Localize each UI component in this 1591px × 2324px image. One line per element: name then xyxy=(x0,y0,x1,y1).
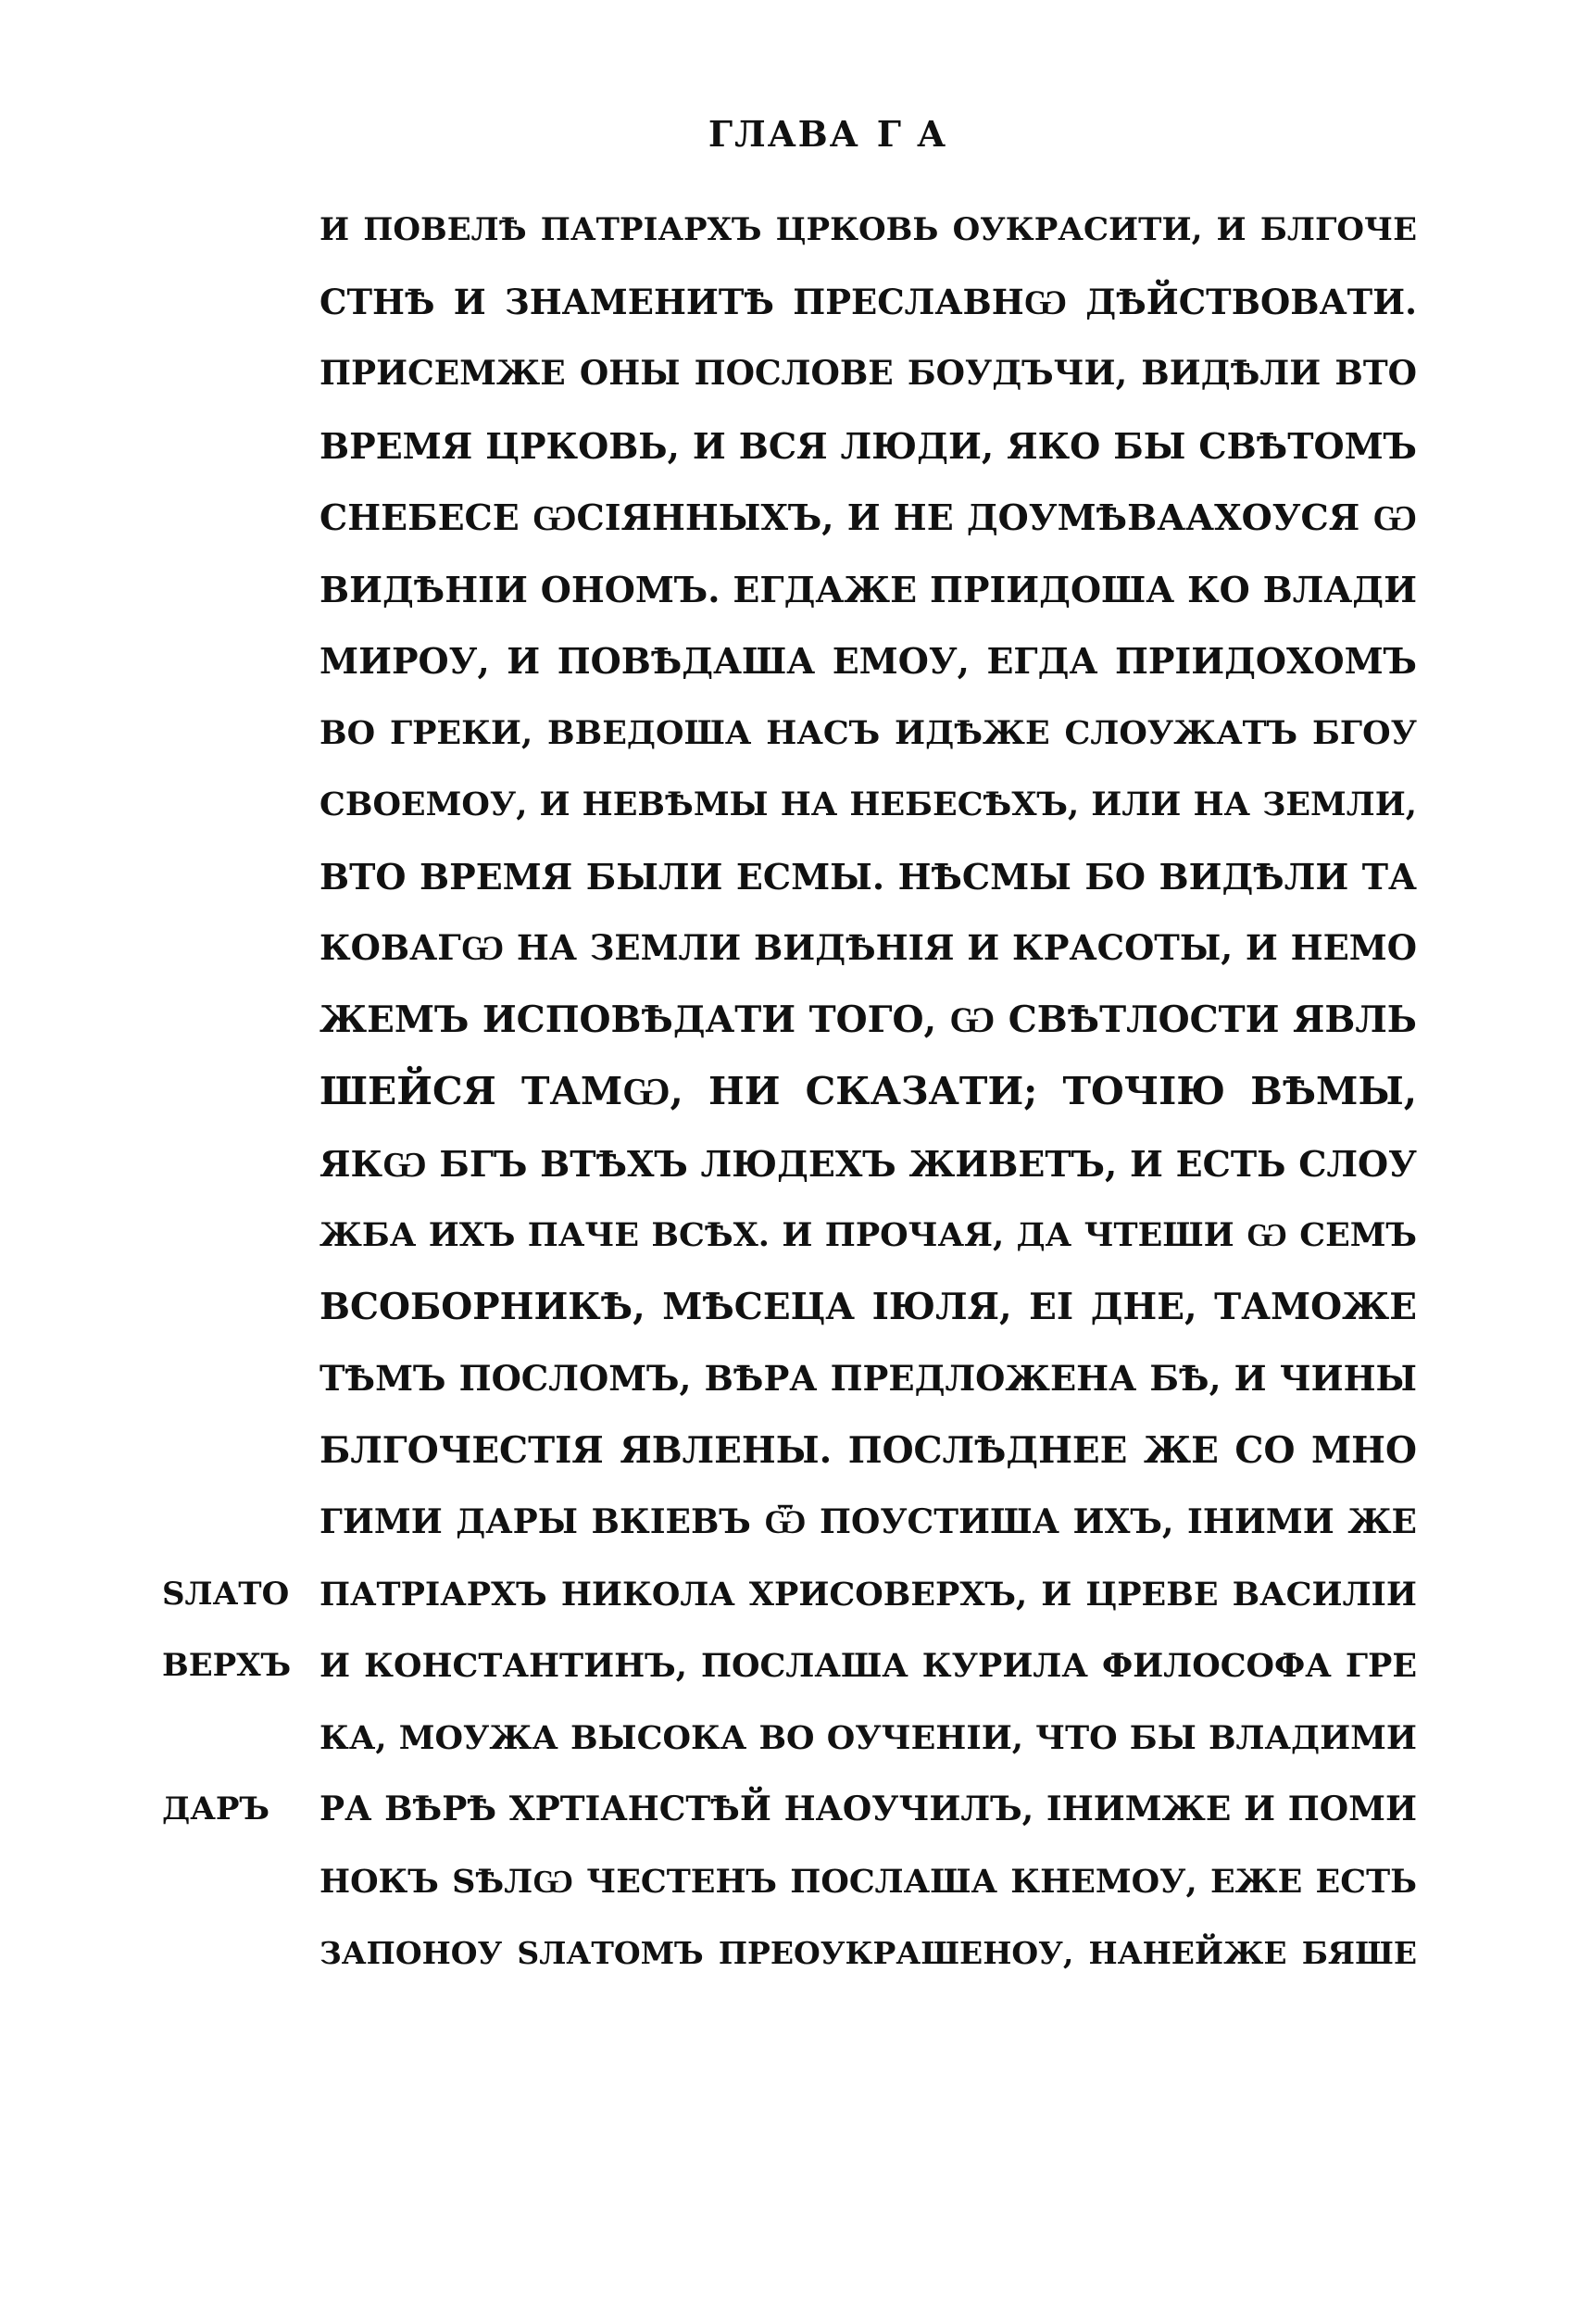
text-line: ШЕЙСЯ ТАМѠ, НИ СКАЗАТИ; ТОЧІЮ ВѢМЫ, xyxy=(319,1069,1417,1113)
text-line: И КОНСТАНТИНЪ, ПОСЛАША КУРИЛА ФИЛОСОФА ГРЕ xyxy=(319,1647,1417,1685)
text-line: ПРИСЕМЖЕ ОНЫ ПОСЛОВЕ БОУДЪЧИ, ВИДѢЛИ ВТО xyxy=(319,354,1417,393)
margin-note: ЅЛАТО xyxy=(162,1575,290,1613)
text-line: ЖБА ИХЪ ПАЧЕ ВСѢХ. И ПРОЧАЯ, ДА ЧТЕШИ Ѡ СЕМЪ xyxy=(319,1216,1417,1254)
text-line: ВСОБОРНИКѢ, МѢСЕЦА ІЮЛЯ, ЕІ ДНЕ, ТАМОЖЕ xyxy=(319,1285,1417,1328)
text-line: МИРОУ, И ПОВѢДАША ЕМОУ, ЕГДА ПРІИДОХОМЪ xyxy=(319,640,1417,682)
text-line: СНЕБЕСЕ ѠСІЯННЫХЪ, И НЕ ДОУМѢВААХОУСЯ Ѡ xyxy=(319,496,1417,538)
text-line: СТНѢ И ЗНАМЕНИТѢ ПРЕСЛАВНѠ ДѢЙСТВОВАТИ. xyxy=(319,281,1417,322)
text-line: ВРЕМЯ ЦРКОВЬ, И ВСЯ ЛЮДИ, ЯКО БЫ СВѢТОМЪ xyxy=(319,424,1417,467)
body-text xyxy=(319,195,1417,1990)
text-line: СВОЕМОУ, И НЕВѢМЫ НА НЕБЕСѢХЪ, ИЛИ НА ЗЕМЛИ, xyxy=(319,785,1417,823)
text-line: ГИМИ ДАРЫ ВКІЕВЪ Ѿ ПОУСТИША ИХЪ, ІНИМИ ЖЕ xyxy=(319,1502,1417,1541)
text-line: ВО ГРЕКИ, ВВЕДОША НАСЪ ИДѢЖЕ СЛОУЖАТЪ БГОУ xyxy=(319,713,1417,752)
chapter-header xyxy=(0,113,1591,155)
text-line: НОКЪ ЅѢЛѠ ЧЕСТЕНЪ ПОСЛАША КНЕМОУ, ЕЖЕ ЕСТЬ xyxy=(319,1862,1417,1901)
chapter-number: Г А xyxy=(876,113,948,155)
text-line: БЛГОЧЕСТІЯ ЯВЛЕНЫ. ПОСЛѢДНЕЕ ЖЕ СО МНО xyxy=(319,1428,1417,1472)
text-line: РА ВѢРѢ ХРТІАНСТѢЙ НАОУЧИЛЪ, ІНИМЖЕ И ПОМИ xyxy=(319,1790,1417,1828)
text-line: ЖЕМЪ ИСПОВѢДАТИ ТОГО, Ѡ СВѢТЛОСТИ ЯВЛЬ xyxy=(319,998,1417,1041)
text-line: ТѢМЪ ПОСЛОМЪ, ВѢРА ПРЕДЛОЖЕНА БѢ, И ЧИНЫ xyxy=(319,1358,1417,1399)
text-line: ВТО ВРЕМЯ БЫЛИ ЕСМЫ. НѢСМЫ БО ВИДѢЛИ ТА xyxy=(319,855,1417,898)
text-line: И ПОВЕЛѢ ПАТРІАРХЪ ЦРКОВЬ ОУКРАСИТИ, И БЛГОЧЕ xyxy=(319,211,1417,248)
text-line: ЗАПОНОУ ЅЛАТОМЪ ПРЕОУКРАШЕНОУ, НАНЕЙЖЕ БЯШЕ xyxy=(319,1935,1417,1971)
text-line: КА, МОУЖА ВЫСОКА ВО ОУЧЕНІИ, ЧТО БЫ ВЛАДИМИ xyxy=(319,1718,1417,1757)
margin-note: ДАРЪ xyxy=(162,1790,270,1828)
text-line: КОВАГѠ НА ЗЕМЛИ ВИДѢНІЯ И КРАСОТЫ, И НЕМО xyxy=(319,927,1417,968)
margin-note: ВЕРХЪ xyxy=(162,1647,292,1684)
text-line: ВИДѢНІИ ОНОМЪ. ЕГДАЖЕ ПРІИДОША КО ВЛАДИ xyxy=(319,568,1417,610)
chapter-title: ГЛАВА xyxy=(708,113,860,155)
text-line: ЯКѠ БГЪ ВТѢХЪ ЛЮДЕХЪ ЖИВЕТЪ, И ЕСТЬ СЛОУ xyxy=(319,1142,1417,1185)
text-line: ПАТРІАРХЪ НИКОЛА ХРИСОВЕРХЪ, И ЦРЕВЕ ВАСИЛІИ xyxy=(319,1575,1417,1614)
